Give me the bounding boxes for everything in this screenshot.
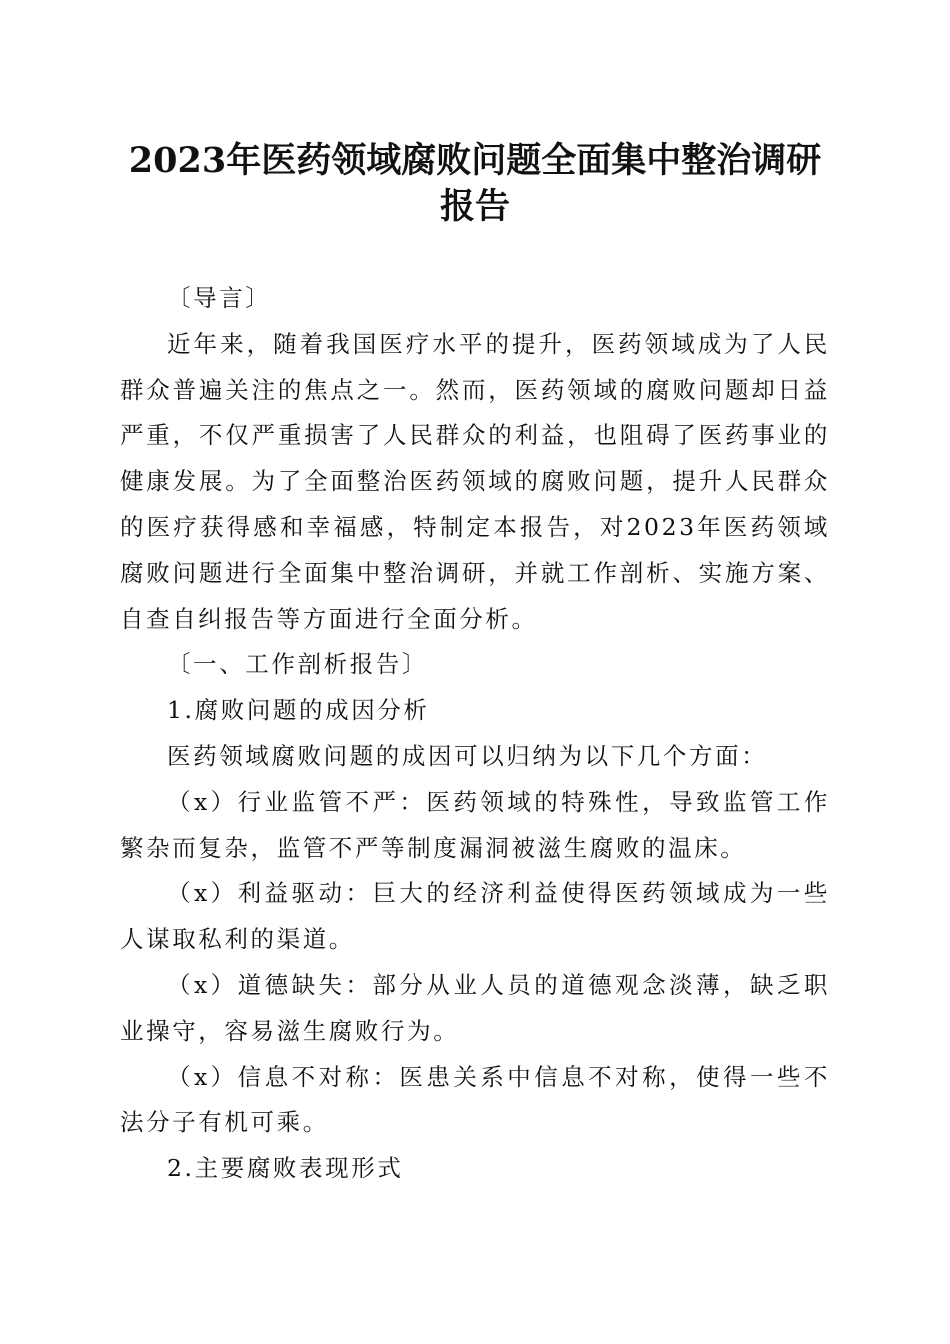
intro-paragraph: 近年来，随着我国医疗水平的提升，医药领域成为了人民群众普遍关注的焦点之一。然而，医药领域的腐败问题却日益严重，不仅严重损害了人民群众的利益，也阻碍了医药事业的健康发展。为了全面整治医药领域的腐败问题，提升人民群众的医疗获得感和幸福感，特制定本报告，对2023年医药领域腐败问题进行全面集中整治调研，并就工作剖析、实施方案、自查自纠报告等方面进行全面分析。: [120, 329, 830, 633]
preface-heading: 〔导言〕: [167, 284, 272, 312]
document-body: [120, 276, 830, 1192]
body-paragraph: 医药领域腐败问题的成因可以归纳为以下几个方面：: [167, 741, 768, 770]
document-title-line-1: 2023年医药领域腐败问题全面集中整治调研: [128, 140, 822, 181]
subsection-heading: 2.主要腐败表现形式: [167, 1154, 404, 1183]
list-item: （x）行业监管不严：医药领域的特殊性，导致监管工作繁杂而复杂，监管不严等制度漏洞被滋生腐败的温床。: [120, 787, 830, 862]
list-item: （x）道德缺失：部分从业人员的道德观念淡薄，缺乏职业操守，容易滋生腐败行为。: [120, 970, 830, 1045]
document-title-line-2: 报告: [439, 186, 510, 227]
subsection-heading: 1.腐败问题的成因分析: [167, 696, 430, 725]
list-item: （x）利益驱动：巨大的经济利益使得医药领域成为一些人谋取私利的渠道。: [120, 879, 830, 954]
section-heading: 〔一、工作剖析报告〕: [167, 650, 428, 679]
list-item: （x）信息不对称：医患关系中信息不对称，使得一些不法分子有机可乘。: [120, 1062, 830, 1137]
